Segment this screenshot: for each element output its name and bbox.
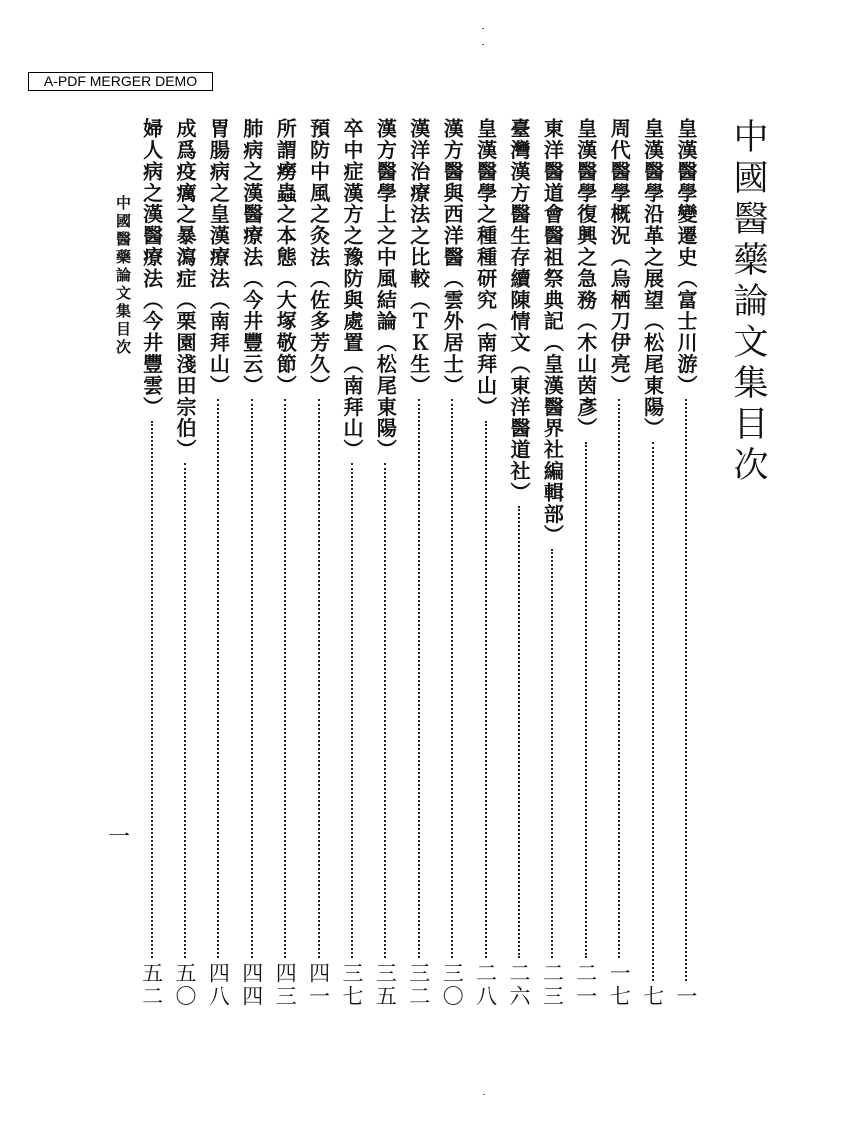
- toc-entry-page: 二八: [473, 962, 498, 1008]
- toc-entry[interactable]: [270, 118, 300, 1008]
- dot-leader: [184, 463, 186, 958]
- toc-entry[interactable]: [404, 118, 434, 1008]
- toc-entry-page: 二六: [507, 962, 531, 1008]
- toc-entry-page: 五二: [139, 962, 164, 1008]
- toc-entry[interactable]: [304, 118, 334, 1008]
- toc-entry[interactable]: [604, 118, 634, 1008]
- toc-entry-title: 胃腸病之皇漢療法（南拜山）: [206, 118, 231, 397]
- page-number: 一: [108, 825, 131, 850]
- page-title: 中國醫藥論文集目次: [728, 118, 768, 487]
- toc-entry[interactable]: [137, 118, 167, 1008]
- toc-entry[interactable]: [638, 118, 668, 1008]
- running-footer: 中國醫藥論文集目次: [114, 195, 132, 357]
- toc-entry-title: 漢方醫與西洋醫（雲外居士）: [440, 118, 465, 397]
- dot-leader: [284, 399, 286, 958]
- dot-leader: [618, 399, 620, 958]
- toc-entry-title: 皇漢醫學復興之急務（木山茵彥）: [573, 118, 598, 439]
- toc-entry[interactable]: [571, 118, 601, 1008]
- toc-entry[interactable]: [437, 118, 467, 1008]
- dot-leader: [551, 549, 553, 958]
- dot-leader: [351, 463, 353, 958]
- dot-leader: [685, 399, 687, 981]
- toc-entry[interactable]: [237, 118, 267, 1008]
- dot-leader: [652, 442, 654, 981]
- toc-entry-title: 漢洋治療法之比較（ＴＫ生）: [406, 118, 431, 397]
- toc-entry-page: 一七: [607, 962, 632, 1008]
- dot-leader: [151, 421, 153, 958]
- toc-entry[interactable]: [337, 118, 367, 1008]
- toc-entry-page: 二一: [573, 962, 598, 1008]
- toc-entry-page: 一: [674, 985, 698, 1008]
- dot-leader: [518, 506, 520, 958]
- toc-entry[interactable]: [471, 118, 501, 1008]
- dot-leader: [318, 399, 320, 958]
- toc-entry-title: 皇漢醫學沿革之展望（松尾東陽）: [640, 118, 665, 439]
- toc-entry-page: 三七: [340, 962, 364, 1008]
- toc-entry[interactable]: [537, 118, 567, 1008]
- dot-leader: [384, 463, 386, 958]
- toc-entry-title: 卒中症漢方之豫防與處置（南拜山）: [340, 118, 364, 461]
- toc-entry-title: 臺灣漢方醫生存續陳情文（東洋醫道社）: [507, 118, 531, 504]
- toc-entry[interactable]: [370, 118, 400, 1008]
- toc-entry-title: 成爲疫癘之暴瀉症（栗園淺田宗伯）: [173, 118, 197, 461]
- toc-entry-page: 四一: [306, 962, 331, 1008]
- toc-entry-title: 皇漢醫學之種種研究（南拜山）: [473, 118, 498, 418]
- toc-entry-title: 肺病之漢醫療法（今井豐云）: [239, 118, 264, 397]
- dot-leader: [451, 399, 453, 958]
- scan-speck: [482, 44, 484, 45]
- toc-entry-page: 二三: [540, 962, 565, 1008]
- scan-speck: [482, 28, 484, 29]
- dot-leader: [585, 442, 587, 958]
- watermark-label: A-PDF MERGER DEMO: [28, 72, 213, 91]
- toc-entry-page: 四八: [206, 962, 231, 1008]
- dot-leader: [251, 399, 253, 958]
- toc-entry[interactable]: [203, 118, 233, 1008]
- toc-entry-page: 四四: [239, 962, 264, 1008]
- dot-leader: [217, 399, 219, 958]
- toc-entry-page: 四三: [273, 962, 298, 1008]
- toc-entry-title: 漢方醫學上之中風結論（松尾東陽）: [373, 118, 398, 461]
- toc-entry[interactable]: [671, 118, 701, 1008]
- toc-entry-page: 三五: [373, 962, 398, 1008]
- dot-leader: [485, 421, 487, 958]
- toc-entry-title: 預防中風之灸法（佐多芳久）: [306, 118, 331, 397]
- toc-entry-title: 婦人病之漢醫療法（今井豐雲）: [139, 118, 164, 418]
- toc-entry-title: 皇漢醫學變遷史（富士川游）: [674, 118, 698, 397]
- scan-speck: [483, 1094, 485, 1095]
- toc-entry-page: 三〇: [440, 962, 465, 1008]
- toc-entry-page: 七: [640, 985, 665, 1008]
- toc-entry-page: 三二: [406, 962, 431, 1008]
- dot-leader: [418, 399, 420, 958]
- toc-entry[interactable]: [170, 118, 200, 1008]
- toc-entry-title: 所謂癆蟲之本態（大塚敬節）: [273, 118, 298, 397]
- toc-entry-title: 周代醫學概況（烏栖刀伊亮）: [607, 118, 632, 397]
- toc-entry[interactable]: [504, 118, 534, 1008]
- toc-entry-title: 東洋醫道會醫祖祭典記（皇漢醫界社編輯部）: [540, 118, 565, 546]
- toc-entry-page: 五〇: [173, 962, 197, 1008]
